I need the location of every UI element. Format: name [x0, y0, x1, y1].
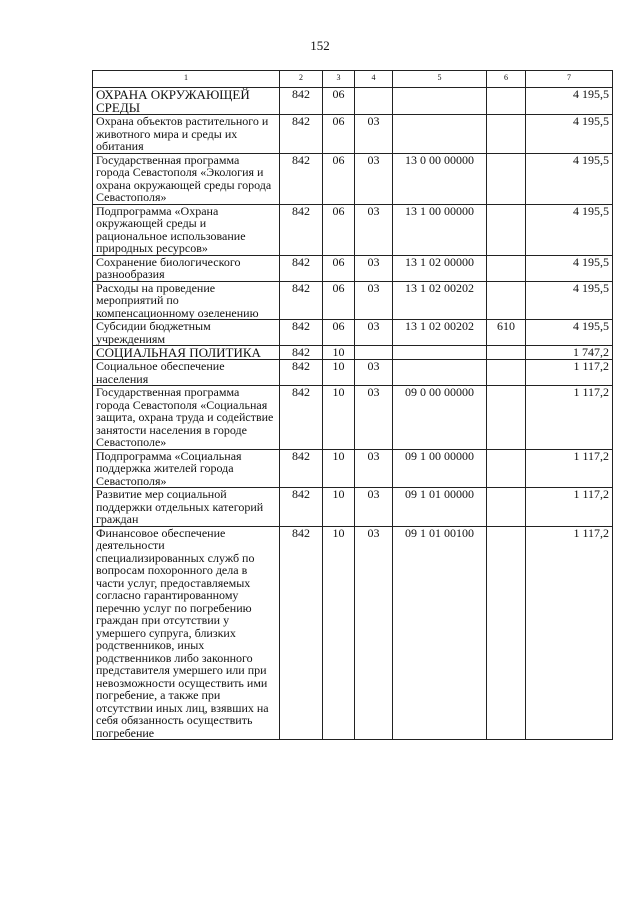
cell-amount: 1 117,2: [526, 386, 613, 450]
cell-target-article: 13 1 02 00000: [393, 255, 487, 281]
cell-target-article: [393, 115, 487, 154]
cell-target-article: 13 1 02 00202: [393, 320, 487, 346]
cell-amount: 4 195,5: [526, 281, 613, 320]
cell-section-code: 10: [323, 360, 355, 386]
table-section-row: [93, 88, 613, 115]
cell-name: Государственная программа города Севастополя «Экология и охрана окружающей среды города Севастополя»: [93, 153, 280, 204]
cell-subsection-code: 03: [355, 153, 393, 204]
cell-subsection-code: 03: [355, 255, 393, 281]
cell-subsection-code: 03: [355, 115, 393, 154]
cell-target-article: [393, 360, 487, 386]
cell-target-article: 09 1 00 00000: [393, 449, 487, 488]
cell-target-article: 09 1 01 00100: [393, 526, 487, 740]
cell-name: Подпрограмма «Социальная поддержка жителей города Севастополя»: [93, 449, 280, 488]
cell-amount: 4 195,5: [526, 88, 613, 115]
cell-section-code: 06: [323, 153, 355, 204]
cell-section-code: 06: [323, 281, 355, 320]
budget-table: [92, 70, 613, 740]
cell-grbs-code: 842: [280, 281, 323, 320]
cell-grbs-code: 842: [280, 488, 323, 527]
cell-subsection-code: 03: [355, 526, 393, 740]
cell-subsection-code: 03: [355, 386, 393, 450]
table-row: [93, 320, 613, 346]
cell-grbs-code: 842: [280, 255, 323, 281]
table-row: [93, 153, 613, 204]
cell-amount: 1 117,2: [526, 449, 613, 488]
cell-expense-type: [487, 88, 526, 115]
cell-expense-type: 610: [487, 320, 526, 346]
cell-expense-type: [487, 360, 526, 386]
table-row: [93, 449, 613, 488]
cell-name: Подпрограмма «Охрана окружающей среды и рациональное использование природных ресурсов»: [93, 204, 280, 255]
cell-grbs-code: 842: [280, 204, 323, 255]
column-header: 3: [323, 71, 355, 88]
table-row: [93, 115, 613, 154]
cell-grbs-code: 842: [280, 449, 323, 488]
cell-section-code: 10: [323, 386, 355, 450]
cell-expense-type: [487, 204, 526, 255]
cell-subsection-code: 03: [355, 320, 393, 346]
cell-expense-type: [487, 346, 526, 360]
cell-amount: 4 195,5: [526, 153, 613, 204]
column-header: 7: [526, 71, 613, 88]
cell-grbs-code: 842: [280, 386, 323, 450]
cell-subsection-code: [355, 346, 393, 360]
cell-expense-type: [487, 153, 526, 204]
cell-expense-type: [487, 115, 526, 154]
cell-subsection-code: 03: [355, 360, 393, 386]
cell-expense-type: [487, 488, 526, 527]
cell-expense-type: [487, 281, 526, 320]
cell-grbs-code: 842: [280, 88, 323, 115]
cell-section-code: 06: [323, 204, 355, 255]
cell-expense-type: [487, 255, 526, 281]
cell-section-code: 10: [323, 488, 355, 527]
cell-name: Охрана объектов растительного и животного мира и среды их обитания: [93, 115, 280, 154]
cell-amount: 1 747,2: [526, 346, 613, 360]
cell-section-code: 10: [323, 346, 355, 360]
cell-target-article: 09 0 00 00000: [393, 386, 487, 450]
cell-section-code: 06: [323, 115, 355, 154]
cell-target-article: 09 1 01 00000: [393, 488, 487, 527]
cell-name: Государственная программа города Севастополя «Социальная защита, охрана труда и содействие занятости населения в городе Севастополе»: [93, 386, 280, 450]
cell-name: Социальное обеспечение населения: [93, 360, 280, 386]
cell-amount: 4 195,5: [526, 255, 613, 281]
column-header: 1: [93, 71, 280, 88]
cell-amount: 1 117,2: [526, 488, 613, 527]
cell-grbs-code: 842: [280, 153, 323, 204]
cell-grbs-code: 842: [280, 115, 323, 154]
cell-name: Расходы на проведение мероприятий по компенсационному озеленению: [93, 281, 280, 320]
table-row: [93, 204, 613, 255]
cell-grbs-code: 842: [280, 526, 323, 740]
column-header: 5: [393, 71, 487, 88]
cell-subsection-code: 03: [355, 449, 393, 488]
cell-target-article: 13 1 00 00000: [393, 204, 487, 255]
cell-subsection-code: 03: [355, 281, 393, 320]
cell-amount: 4 195,5: [526, 320, 613, 346]
cell-name: Субсидии бюджетным учреждениям: [93, 320, 280, 346]
cell-name: СОЦИАЛЬНАЯ ПОЛИТИКА: [93, 346, 280, 360]
cell-section-code: 06: [323, 88, 355, 115]
cell-amount: 1 117,2: [526, 360, 613, 386]
cell-section-code: 06: [323, 320, 355, 346]
table-row: [93, 526, 613, 740]
page-number: 152: [310, 38, 330, 53]
cell-target-article: 13 1 02 00202: [393, 281, 487, 320]
table-row: [93, 255, 613, 281]
table-header-row: [93, 71, 613, 88]
cell-section-code: 10: [323, 449, 355, 488]
cell-amount: 4 195,5: [526, 204, 613, 255]
cell-name: Финансовое обеспечение деятельности специализированных служб по вопросам похоронного дела в части услуг, предоставляемых согласно гарантированному перечню услуг по погребению граждан при отсутствии у умершего супруга, близких родственников, иных родственников либо законного представителя умершего или при невозможности осуществить ими погребение, а также при отсутствии иных лиц, взявших на себя обязанность осуществить погребение: [93, 526, 280, 740]
cell-subsection-code: 03: [355, 488, 393, 527]
cell-amount: 4 195,5: [526, 115, 613, 154]
cell-grbs-code: 842: [280, 360, 323, 386]
cell-grbs-code: 842: [280, 320, 323, 346]
table-section-row: [93, 346, 613, 360]
table-body: [93, 88, 613, 740]
cell-section-code: 06: [323, 255, 355, 281]
cell-grbs-code: 842: [280, 346, 323, 360]
cell-target-article: [393, 346, 487, 360]
cell-expense-type: [487, 526, 526, 740]
cell-name: Развитие мер социальной поддержки отдельных категорий граждан: [93, 488, 280, 527]
cell-subsection-code: [355, 88, 393, 115]
table-row: [93, 281, 613, 320]
table-row: [93, 360, 613, 386]
cell-target-article: [393, 88, 487, 115]
table-row: [93, 488, 613, 527]
cell-expense-type: [487, 386, 526, 450]
table-row: [93, 386, 613, 450]
cell-target-article: 13 0 00 00000: [393, 153, 487, 204]
cell-subsection-code: 03: [355, 204, 393, 255]
cell-section-code: 10: [323, 526, 355, 740]
cell-expense-type: [487, 449, 526, 488]
cell-amount: 1 117,2: [526, 526, 613, 740]
cell-name: ОХРАНА ОКРУЖАЮЩЕЙ СРЕДЫ: [93, 88, 280, 115]
column-header: 6: [487, 71, 526, 88]
column-header: 4: [355, 71, 393, 88]
column-header: 2: [280, 71, 323, 88]
cell-name: Сохранение биологического разнообразия: [93, 255, 280, 281]
